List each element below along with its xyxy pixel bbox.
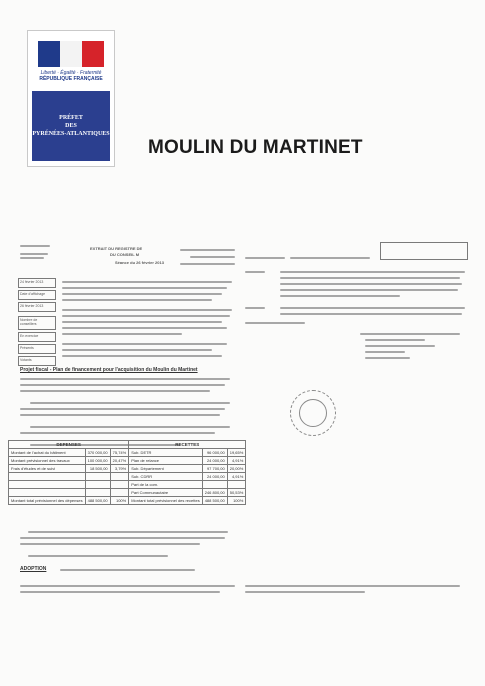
table-row: [9, 449, 246, 457]
cell: 18 500,00: [85, 465, 110, 473]
republic-label: RÉPUBLIQUE FRANÇAISE: [39, 76, 103, 82]
cell: [110, 473, 129, 481]
text-line: [180, 249, 235, 251]
extract-title-2: DU CONSEIL M: [110, 252, 140, 257]
text-line: [190, 256, 235, 258]
cell: 100 000,00: [85, 457, 110, 465]
cell: Montant prévisionnel des travaux: [9, 457, 86, 465]
prefect-line-2: DES: [65, 123, 77, 129]
reference-box: [380, 242, 468, 260]
cell: Part Communautaire: [129, 489, 202, 497]
table-row: [9, 481, 246, 489]
table-row: [9, 489, 246, 497]
cell: Montant total prévisionnel des dépenses: [9, 497, 86, 505]
cell: 488 500,00: [202, 497, 227, 505]
cell: [9, 473, 86, 481]
table-total-row: [9, 497, 246, 505]
sidebar-box-1: 24 février 2013: [18, 278, 56, 288]
page-title: MOULIN DU MARTINET: [148, 137, 363, 158]
sidebar-box-6: Présents: [18, 344, 56, 354]
cell: Sub. DETR: [129, 449, 202, 457]
left-header-text: [20, 243, 50, 259]
cell: 50,53%: [227, 489, 246, 497]
sidebar-box-2: Date d'affichage: [18, 290, 56, 300]
cell: [9, 481, 86, 489]
cell: 24 000,00: [202, 473, 227, 481]
header-recettes: RECETTES: [129, 441, 246, 449]
cell: 96 000,00: [202, 449, 227, 457]
cell: [202, 481, 227, 489]
cell: [9, 489, 86, 497]
cell: 97 700,00: [202, 465, 227, 473]
table-row: [9, 457, 246, 465]
cell: Montant de l'achat du bâtiment: [9, 449, 86, 457]
cell: [85, 489, 110, 497]
prefecture-logo: [27, 30, 115, 167]
cell: 4,91%: [227, 457, 246, 465]
cell: 75,74%: [110, 449, 129, 457]
cell: [227, 481, 246, 489]
cell: Frais d'études et de suivi: [9, 465, 86, 473]
cell: 488 500,00: [85, 497, 110, 505]
french-flag-icon: [38, 41, 104, 67]
cell: 20,47%: [110, 457, 129, 465]
session-date: Séance du 26 février 2013: [115, 260, 164, 265]
official-stamp-icon: [290, 390, 336, 436]
cell: Sub. CDRR: [129, 473, 202, 481]
sidebar-box-4: Nombre de conseillers: [18, 316, 56, 330]
table-header-row: [9, 441, 246, 449]
cell: 370 000,00: [85, 449, 110, 457]
cell: 4,91%: [227, 473, 246, 481]
sidebar-box-5: En exercice: [18, 332, 56, 342]
cell: [110, 481, 129, 489]
table-row: [9, 473, 246, 481]
adoption-label: ADOPTION: [20, 566, 47, 572]
sidebar-box-7: Votants: [18, 356, 56, 366]
sidebar-box-3: 26 février 2013: [18, 302, 56, 312]
header-depenses: DEPENSES: [9, 441, 129, 449]
cell: Montant total prévisionnel des recettes: [129, 497, 202, 505]
finance-table: [8, 440, 246, 505]
cell: 24 000,00: [202, 457, 227, 465]
cell: 20,00%: [227, 465, 246, 473]
prefect-box: [32, 91, 110, 161]
prefect-line-1: PRÉFET: [59, 115, 83, 121]
text-line: [60, 569, 195, 571]
cell: [85, 481, 110, 489]
cell: Sub. Département: [129, 465, 202, 473]
cell: 100%: [227, 497, 246, 505]
cell: Part de la com.: [129, 481, 202, 489]
text-line: [180, 263, 235, 265]
cell: 100%: [110, 497, 129, 505]
cell: [110, 489, 129, 497]
cell: 19,65%: [227, 449, 246, 457]
cell: Plan de relance: [129, 457, 202, 465]
cell: 246 800,00: [202, 489, 227, 497]
section-heading: Projet fiscal - Plan de financement pour l'acquisition du Moulin du Martinet: [20, 367, 198, 373]
extract-title-1: EXTRAIT DU REGISTRE DE: [90, 246, 143, 251]
text-line: [245, 257, 285, 259]
table-row: [9, 465, 246, 473]
text-line: [290, 257, 370, 259]
prefect-line-3: PYRÉNÉES-ATLANTIQUES: [32, 131, 110, 137]
motto: Liberté · Égalité · Fraternité: [40, 70, 102, 76]
cell: [85, 473, 110, 481]
cell: 3,79%: [110, 465, 129, 473]
